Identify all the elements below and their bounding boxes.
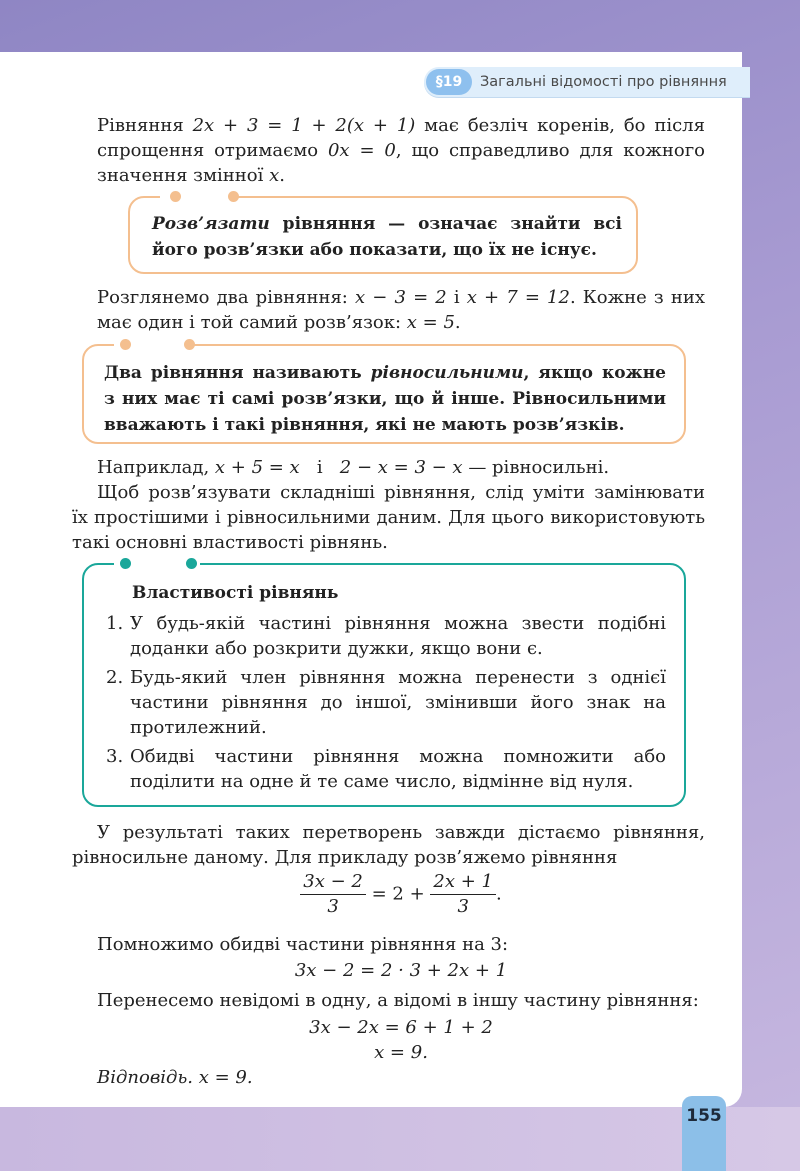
item-number: 2. xyxy=(106,667,124,688)
section-badge: §19 xyxy=(426,69,472,95)
text: . xyxy=(454,312,461,333)
denominator: 3 xyxy=(457,896,469,917)
list-item xyxy=(106,611,666,661)
text: — рівносильні. xyxy=(462,457,610,478)
example-equation-2: 2 − x = 3 − x xyxy=(339,457,463,478)
intro-text-a: Рівняння xyxy=(97,115,193,136)
list-item xyxy=(106,665,666,740)
equation-step-1: 3x − 2 = 2 · 3 + 2x + 1 xyxy=(294,960,508,981)
step-text: Перенесемо невідомі в одну, а відомі в іншу частину рівняння: xyxy=(97,990,699,1011)
solution-paragraph xyxy=(72,820,705,870)
fraction-equation xyxy=(97,870,705,919)
properties-title: Властивості рівнянь xyxy=(132,583,339,603)
two-equations-paragraph xyxy=(97,285,705,335)
numerator: 2x + 1 xyxy=(430,870,496,895)
intro-variable: x xyxy=(269,165,280,186)
text: . xyxy=(495,883,502,905)
definition-solve-body: рівняння — означає знайти всі його розв’язки або показати, що їх не існує. xyxy=(152,214,622,260)
page-number: 155 xyxy=(682,1096,726,1171)
properties-box xyxy=(82,563,686,807)
numerator: 3x − 2 xyxy=(300,870,366,895)
intro-equation-2: 0x = 0 xyxy=(327,140,396,161)
decor-dot xyxy=(170,191,181,202)
definition-solve-text xyxy=(152,211,622,263)
examples-paragraph-2 xyxy=(72,480,705,555)
solution-text: У результаті таких перетворень завжди дістаємо рівняння, рівносильне даному. Для прикладу розв’яжемо рівняння xyxy=(72,822,705,868)
text: і xyxy=(299,457,340,478)
definition-equivalent-text xyxy=(104,360,666,438)
list-item xyxy=(106,744,666,794)
intro-text-c: , що справедливо для кожного значення змінної xyxy=(97,140,705,186)
decor-dot xyxy=(120,558,131,569)
answer-line xyxy=(97,1065,705,1090)
properties-list xyxy=(106,611,666,798)
solution-step-2 xyxy=(97,988,705,1013)
solution-step-1 xyxy=(97,932,705,957)
decor-dot xyxy=(120,339,131,350)
intro-text-b: має безліч коренів, бо після спрощення отримаємо xyxy=(97,115,705,161)
text: Розглянемо два рівняння: xyxy=(97,287,355,308)
answer-value: x = 9. xyxy=(193,1067,253,1088)
step-text: Помножимо обидві частини рівняння на 3: xyxy=(97,934,509,955)
item-number: 1. xyxy=(106,613,124,634)
denominator: 3 xyxy=(327,896,339,917)
intro-paragraph xyxy=(97,113,705,188)
fraction-2 xyxy=(430,870,496,919)
equation-step-2: 3x − 2x = 6 + 1 + 2 xyxy=(309,1017,493,1038)
definition-solve-box xyxy=(128,196,638,274)
text: і xyxy=(446,287,467,308)
examples-text: Щоб розв’язувати складніші рівняння, слід уміти замінювати їх простішими і рівносильними даним. Для цього використовують такі основні властивості рівнянь. xyxy=(72,482,705,553)
equation-3: x = 5 xyxy=(406,312,455,333)
definition-equivalent-box xyxy=(82,344,686,444)
term-equivalent: рівносильними xyxy=(370,363,524,383)
item-text: Будь-який член рівняння можна перенести з однієї частини рівняння до іншої, змінивши його знак на протилежний. xyxy=(130,667,666,738)
item-text: Обидві частини рівняння можна помножити або поділити на одне й те саме число, відмінне від нуля. xyxy=(130,746,666,792)
text: Наприклад, xyxy=(97,457,215,478)
section-title: Загальні відомості про рівняння xyxy=(480,74,727,90)
term-solve: Розв’язати xyxy=(152,214,270,234)
decor-dot xyxy=(184,339,195,350)
bottom-band xyxy=(0,1107,800,1171)
equation-1: x − 3 = 2 xyxy=(355,287,447,308)
fraction-1 xyxy=(300,870,366,919)
example-equation-1: x + 5 = x xyxy=(214,457,300,478)
answer-label: Відповідь. xyxy=(97,1067,193,1088)
text: , якщо кожне з них має ті самі розв’язки, що й інше. Рівносильними вважають і такі рівняння, які не мають розв’язків. xyxy=(104,363,666,435)
intro-equation: 2x + 3 = 1 + 2(x + 1) xyxy=(192,115,416,136)
item-number: 3. xyxy=(106,746,124,767)
text: = 2 + xyxy=(365,883,431,905)
examples-paragraph xyxy=(97,455,705,480)
decor-dot xyxy=(186,558,197,569)
equation-2: x + 7 = 12 xyxy=(466,287,570,308)
text: Два рівняння називають xyxy=(104,363,371,383)
decor-dot xyxy=(228,191,239,202)
text: . Кожне з них має один і той самий розв’язок: xyxy=(97,287,705,333)
intro-text-end: . xyxy=(279,165,285,186)
equation-step-3: x = 9. xyxy=(374,1042,428,1063)
item-text: У будь-якій частині рівняння можна звести подібні доданки або розкрити дужки, якщо вони є. xyxy=(130,613,666,659)
